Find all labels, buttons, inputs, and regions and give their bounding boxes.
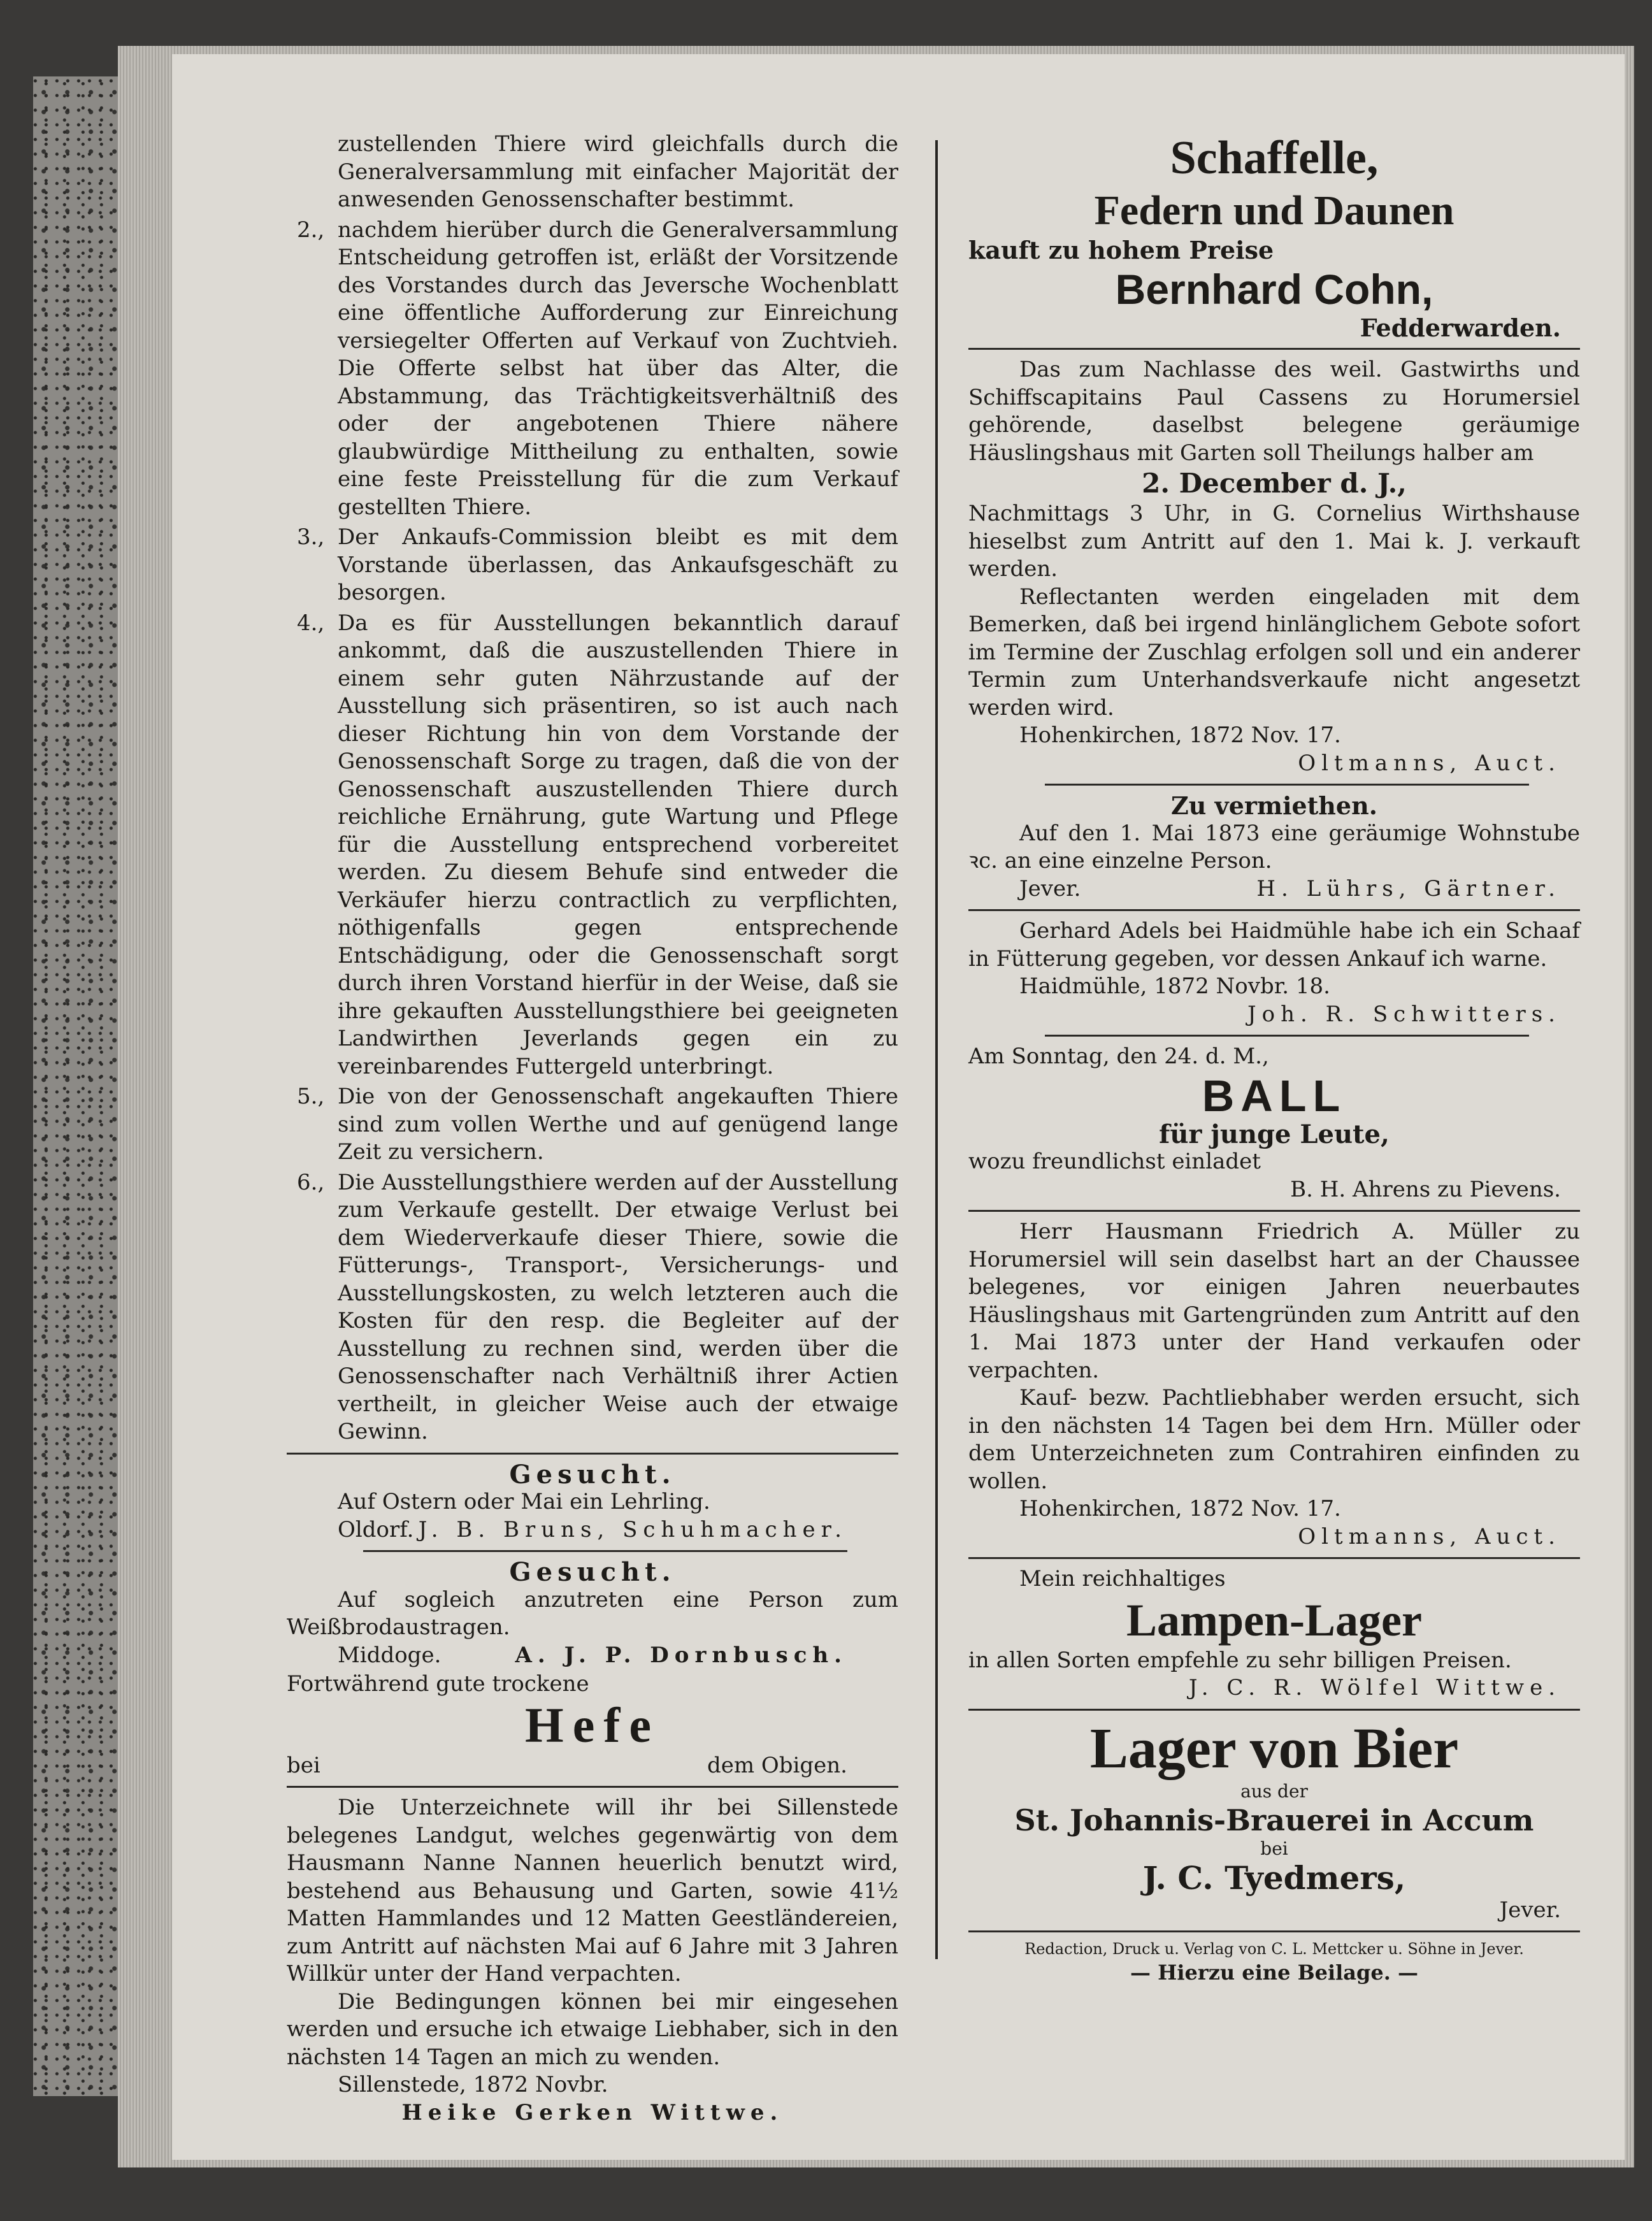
ad-separator (968, 1210, 1580, 1212)
ad-place: Oldorf. (338, 1516, 414, 1542)
ad-warnung (968, 917, 1580, 1028)
supplement-note: — Hierzu eine Beilage. — (1130, 1960, 1419, 1985)
ad-cohn (968, 131, 1580, 341)
item-text: Die von der Genossenschaft angekauften Thiere sind zum vollen Werthe und auf genügend lange Zeit zu versichern. (338, 1084, 898, 1165)
ad-text: Gerhard Adels bei Haidmühle habe ich ein Schaaf in Fütterung gegeben, vor dessen Ankauf ich warne. (968, 918, 1580, 972)
ad-separator (1045, 1035, 1529, 1037)
ad-separator (287, 1786, 898, 1788)
ad-date: Hohenkirchen, 1872 Nov. 17. (1019, 1496, 1341, 1521)
ad-signature: A. J. P. Dornbusch. (515, 1642, 847, 1668)
ad-brewery: St. Johannis-Brauerei in Accum (1014, 1802, 1534, 1837)
list-item (287, 610, 898, 1081)
ad-hefe (287, 1671, 898, 1779)
list-item (287, 524, 898, 607)
ad-big-title: Schaffelle, (1170, 132, 1379, 184)
ad-text: Die Unterzeichnete will ihr bei Sillenstede belegenes Landgut, welches gegenwärtig von dem Hausmann Nanne Nannen heuerlich benutzt wird, bestehend aus Behausung und Garten, sowie 41½ Matten Hammlandes und 12 Matten Geestländereien, zum Antritt auf nächsten Mai auf 6 Jahre mit 3 Jahren Willkür unter der Hand verpachten. (287, 1795, 898, 1987)
ad-signature: Oltmanns, Auct. (1298, 1523, 1561, 1549)
item-text: Da es für Ausstellungen bekanntlich darauf ankommt, daß die auszustellenden Thiere in einem sehr guten Nährzustande auf der Ausstellung sich präsentiren, so ist auch nach dieser Richtung hin von dem Vorstande der Genossenschaft Sorge zu tragen, daß die von der Genossenschaft auszustellenden Thiere durch reichliche Ernährung, gute Wartung und Pflege für die Ausstellung entsprechend vorbereitet werden. Zu diesem Behufe sind entweder die Verkäufer hierzu contractlich zu verpflichten, nöthigenfalls gegen entsprechende Entschädigung, oder die Genossenschaft sorgt durch ihren Vorstand hierfür in der Weise, daß sie ihre gekauften Ausstellungsthiere bei geeigneten Landwirthen Jeverlands gegen ein zu vereinbarendes Futtergeld unterbringt. (338, 610, 898, 1079)
ad-heading: Gesucht. (509, 1459, 676, 1490)
ad-text: Herr Hausmann Friedrich A. Müller zu Horumersiel will sein daselbst hart an der Chaussee belegenes, vor einigen Jahren neuerbautes Häuslingshaus mit Gartengründen zum Antritt auf den 1. Mai 1873 unter der Hand verkaufen oder verpachten. (968, 1219, 1580, 1383)
ad-text: Reflectanten werden eingeladen mit dem Bemerken, daß bei irgend hinlänglichem Gebote sofort im Termine der Zuschlag erfolgen soll und ein anderer Termin zum Unterhandsverkaufe nicht angesetzt werden wird. (968, 584, 1580, 721)
newspaper-page (172, 54, 1625, 2160)
ad-separator (968, 1709, 1580, 1711)
list-item (287, 1169, 898, 1446)
ad-big-title: Lager von Bier (1089, 1716, 1459, 1780)
ad-nachlass (968, 356, 1580, 777)
item-number: 3., (297, 524, 325, 550)
ad-text: wozu freundlichst einladet (968, 1149, 1261, 1174)
ad-name: J. C. Tyedmers, (1142, 1858, 1406, 1897)
ad-place: Middoge. (338, 1642, 442, 1668)
ad-text: Auf Ostern oder Mai ein Lehrling. (338, 1489, 710, 1514)
ad-text: Auf sogleich anzutreten eine Person zum Weißbrodaustragen. (287, 1586, 898, 1640)
ad-vermiethen (968, 792, 1580, 903)
ad-heading: Gesucht. (509, 1557, 676, 1587)
ad-place: Jever. (1019, 875, 1081, 902)
ad-mueller (968, 1218, 1580, 1551)
ad-signature: Heike Gerken Wittwe. (401, 2099, 784, 2125)
ad-text: in allen Sorten empfehle zu sehr billigen Preisen. (968, 1647, 1512, 1673)
ad-place: Fedderwarden. (1360, 313, 1561, 342)
ad-date: Hohenkirchen, 1872 Nov. 17. (1019, 722, 1341, 748)
ad-separator (968, 909, 1580, 911)
item-number: 5., (297, 1084, 325, 1109)
ad-name: Bernhard Cohn, (1115, 265, 1433, 313)
ad-heading: Zu vermiethen. (1171, 791, 1377, 820)
right-column (968, 131, 1580, 1987)
ad-signature: B. H. Ahrens zu Pievens. (1290, 1176, 1561, 1202)
ad-ball (968, 1043, 1580, 1204)
ad-big-title: BALL (1202, 1070, 1347, 1121)
list-item (287, 1083, 898, 1167)
ad-lampen (968, 1565, 1580, 1702)
ad-separator (968, 1557, 1580, 1559)
ad-text: Fortwährend gute trockene (287, 1671, 589, 1697)
ad-text: für junge Leute, (1159, 1119, 1390, 1149)
ad-signature-line (287, 1516, 898, 1544)
ad-text: aus der (1240, 1780, 1308, 1802)
ad-big-title: Lampen-Lager (1126, 1594, 1422, 1646)
ad-text: Mein reichhaltiges (1019, 1566, 1226, 1592)
ad-signature-line (287, 1642, 898, 1670)
ad-text: dem Obigen. (707, 1752, 847, 1778)
item-text: Die Ausstellungsthiere werden auf der Ausstellung zum Verkaufe gestellt. Der etwaige Verlust bei dem Wiederverkaufe dieser Thiere, sowie die Fütterungs-, Transport-, Versicherungs- und Ausstellungskosten, zu welch letzteren auch die Kosten für den resp. die Begleiter auf der Ausstellung zu rechnen sind, werden über die Genossenschafter nach Verhältniß ihrer Actien vertheilt, in gleicher Weise auch der etwaige Gewinn. (338, 1169, 898, 1444)
ad-signature: H. Lührs, Gärtner. (1256, 875, 1561, 902)
ad-bier (968, 1717, 1580, 1925)
item-text: nachdem hierüber durch die Generalversammlung Entscheidung getroffen ist, erläßt der Vorsitzende des Vorstandes durch das Jeversche Wochenblatt eine öffentliche Aufforderung zur Einreichung versiegelter Offerten auf Verkauf von Zuchtvieh. Die Offerte selbst hat über das Alter, die Abstammung, das Trächtigkeitsverhältniß des oder der angebotenen Thiere nähere glaubwürdige Mittheilung zu enthalten, sowie eine feste Preisstellung für die zum Verkauf gestellten Thiere. (338, 217, 898, 520)
ad-big-title: Federn und Daunen (1094, 187, 1454, 234)
item-number: 2., (297, 217, 325, 243)
ad-gesucht-lehrling (287, 1461, 898, 1544)
ad-text: bei (287, 1752, 320, 1778)
ad-separator (363, 1550, 847, 1552)
ad-signature: J. B. Bruns, Schuhmacher. (418, 1516, 847, 1542)
book-edge-speckled (33, 76, 129, 2096)
ad-big-title: Hefe (525, 1697, 660, 1753)
ad-signature-line (287, 1752, 898, 1780)
imprint: Redaction, Druck u. Verlag von C. L. Mettcker u. Söhne in Jever. (1024, 1940, 1524, 1958)
ad-signature: Oltmanns, Auct. (1298, 750, 1561, 776)
ad-date-big: 2. December d. J., (1142, 468, 1407, 499)
ad-gesucht-weissbrod (287, 1558, 898, 1669)
item-text: Der Ankaufs-Commission bleibt es mit dem Vorstande überlassen, das Ankaufsgeschäft zu besorgen. (338, 524, 898, 605)
ad-text: Am Sonntag, den 24. d. M., (968, 1044, 1269, 1069)
ad-landgut (287, 1794, 898, 2127)
ad-text: Das zum Nachlasse des weil. Gastwirths und Schiffscapitains Paul Cassens zu Horumersiel gehörende, daselbst belegene geräumige Häuslingshaus mit Garten soll Theilungs halber am (968, 357, 1580, 466)
item-number: 6., (297, 1169, 325, 1195)
imprint-separator (968, 1930, 1580, 1932)
ad-text: Kauf- bezw. Pachtliebhaber werden ersucht, sich in den nächsten 14 Tagen bei dem Hrn. Müller oder dem Unterzeichneten zum Contrahiren einfinden zu wollen. (968, 1385, 1580, 1494)
ad-text: bei (1260, 1837, 1288, 1859)
ad-text: kauft zu hohem Preise (968, 236, 1274, 264)
ad-date: Sillenstede, 1872 Novbr. (338, 2072, 608, 2097)
ad-date: Haidmühle, 1872 Novbr. 18. (1019, 974, 1330, 999)
ad-signature: Joh. R. Schwitters. (1247, 1001, 1561, 1027)
intro-text: zustellenden Thiere wird gleichfalls durch die Generalversammlung mit einfacher Majorität der anwesenden Genossenschafter bestimmt. (338, 131, 898, 212)
ad-text: Nachmittags 3 Uhr, in G. Cornelius Wirthshause hieselbst zum Antritt auf den 1. Mai k. J. verkauft werden. (968, 501, 1580, 582)
left-column (287, 131, 898, 2128)
ad-text: Auf den 1. Mai 1873 eine geräumige Wohnstube ꝛc. an eine einzelne Person. (968, 820, 1580, 873)
item-number: 4., (297, 610, 325, 636)
ad-signature: J. C. R. Wölfel Wittwe. (1188, 1675, 1561, 1700)
ad-separator (287, 1453, 898, 1455)
list-item (287, 217, 898, 522)
ad-separator (1045, 784, 1529, 786)
column-divider (935, 140, 938, 1959)
ad-text: Die Bedingungen können bei mir eingesehen werden und ersuche ich etwaige Liebhaber, sich in den nächsten 14 Tagen an mich zu wenden. (287, 1988, 898, 2070)
ad-place: Jever. (1499, 1897, 1561, 1923)
ad-separator (968, 348, 1580, 350)
ad-signature-line (968, 875, 1580, 903)
